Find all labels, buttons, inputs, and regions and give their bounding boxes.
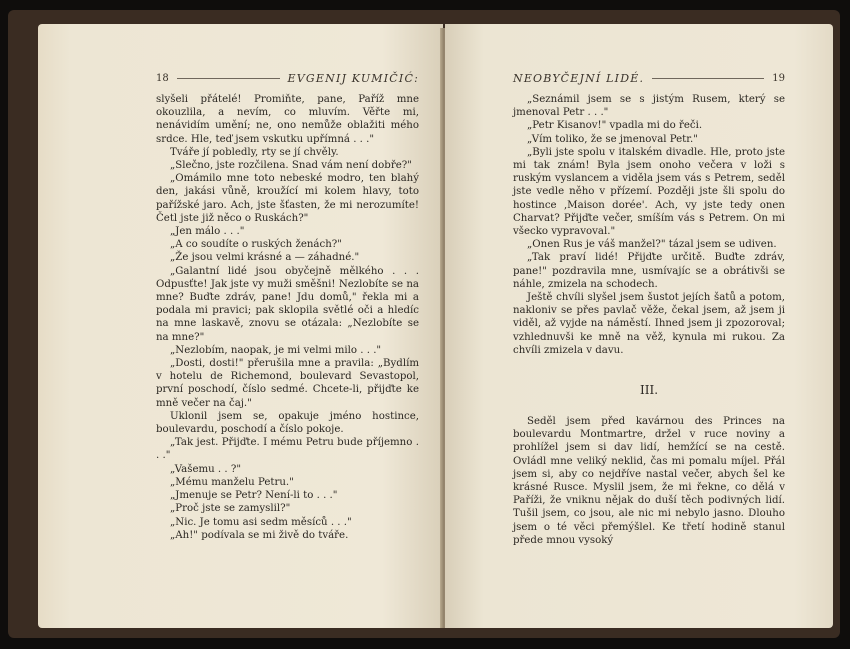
paragraph: Uklonil jsem se, opakuje jméno hostince, boulevardu, poschodí a číslo pokoje. xyxy=(156,410,419,436)
paragraph: „Tak jest. Přijďte. I mému Petru bude příjemno . . ." xyxy=(156,437,419,462)
paragraph: „Vašemu . . ?" xyxy=(170,463,242,475)
left-page-header xyxy=(156,72,419,85)
paragraph: „Mému manželu Petru." xyxy=(170,476,294,488)
paragraph: „Jmenuje se Petr? Není-li to . . ." xyxy=(170,490,338,502)
paragraph: „Seznámil jsem se s jistým Rusem, který se jmenoval Petr . . ." xyxy=(513,94,785,119)
paragraph: „Tak praví lidé! Přijďte určitě. Buďte zdráv, pane!" pozdravila mne, usmívajíc se a obrátivši se náhle, zmizela na schodech. xyxy=(513,252,785,290)
paragraph: Tváře jí pobledly, rty se jí chvěly. xyxy=(170,146,339,158)
paragraph: Seděl jsem před kavárnou des Princes na boulevardu Montmartre, držel v ruce noviny a prohlížel jsem si dav lidí, hemžící se na cestě. Ovládl mne veliký neklid, čas mi pomalu míjel. Přál jsem si, aby co nejdříve nastal večer, abych šel ke krásné Rusce. Myslil jsem, že mi řekne, co dělá v Paříži, že vniknu nějak do duší těch podivných lidí. Tušil jsem, co jsou, ale nic mi nebylo jasno. Dlouho jsem o té věci přemýšlel. Ke třetí hodině stanul přede mnou vysoký xyxy=(513,416,785,546)
left-page-number: 18 xyxy=(156,73,169,84)
right-running-head: NEOBYČEJNÍ LIDÉ. xyxy=(513,72,645,85)
paragraph: „Ah!" podívala se mi živě do tváře. xyxy=(170,529,349,541)
right-page-number: 19 xyxy=(772,73,785,84)
right-page-text xyxy=(513,93,785,547)
paragraph: Ještě chvíli slyšel jsem šustot jejích šatů a potom, nakloniv se přes pavlač věže, čekal jsem, až jsem ji viděl, až vyjde na náměstí. Ihned jsem ji zpozoroval; vzhlednuvši ke mně na věž, kynula mi rukou. Za chvíli zmizela v davu. xyxy=(513,292,785,356)
paragraph: „Onen Rus je váš manžel?" tázal jsem se udiven. xyxy=(527,239,777,251)
header-rule xyxy=(177,78,280,79)
paragraph: „Nezlobím, naopak, je mi velmi milo . . ." xyxy=(170,344,382,356)
paragraph: „Petr Kisanov!" vpadla mi do řeči. xyxy=(527,120,703,132)
header-rule xyxy=(652,78,764,79)
paragraph: „Dosti, dosti!" přerušila mne a pravila: „Bydlím v hotelu de Richemond, boulevard Sevastopol, první poschodí, číslo sedmé. Chcete-li, přijďte ke mně večer na čaj." xyxy=(156,358,419,409)
left-page-text xyxy=(156,93,419,542)
left-running-head: EVGENIJ KUMIČIĆ: xyxy=(287,72,419,85)
right-page-header xyxy=(513,72,785,85)
paragraph: „A co soudíte o ruských ženách?" xyxy=(170,239,342,251)
paragraph: „Vím toliko, že se jmenoval Petr." xyxy=(527,133,698,145)
right-page xyxy=(445,24,833,628)
paragraph: „Galantní lidé jsou obyčejně mělkého . . . Odpusťte! Jak jste vy muži směšni! Nezlobíte se na mne? Buďte zdráv, pane! Jdu domů," řekla mi a podala mi pravici; pak sklopila světlé oči a hledíc na mne laskavě, znovu se otázala: „Nezlobíte se na mne?" xyxy=(156,265,419,343)
paragraph: slyšeli přátelé! Promiňte, pane, Paříž mne okouzlila, a nevím, co mluvím. Věřte mi, nenávidím umění; ne, ono nemůže oblažiti mého srdce. Hle, teď jsem vskutku upřímná . . ." xyxy=(156,94,419,145)
paragraph: „Byli jste spolu v italském divadle. Hle, proto jste mi tak znám! Byla jsem onoho večera v loži s ruským vyslancem a viděla jsem vás s Petrem, seděl jste vedle něho v přízemí. Později jste šli spolu do hostince ‚Maison dorée'. Ach, vy jste tedy onen Charvat? Přijďte večer, smíším vás s Petrem. On mi všecko vypravoval." xyxy=(513,146,785,238)
paragraph: „Slečno, jste rozčilena. Snad vám není dobře?" xyxy=(170,160,412,172)
left-page xyxy=(38,24,443,628)
open-book xyxy=(8,10,840,638)
paragraph: „Jen málo . . ." xyxy=(170,226,245,238)
paragraph: „Že jsou velmi krásné a — záhadné." xyxy=(170,252,360,264)
paragraph: „Nic. Je tomu asi sedm měsíců . . ." xyxy=(170,516,352,528)
paragraph: „Omámilo mne toto nebeské modro, ten blahý den, jakási vůně, kroužící mi kolem hlavy, toto pařížské jaro. Ach, jste šťasten, že mi nerozumíte! Četl jste již něco o Ruskách?" xyxy=(156,173,419,224)
paragraph: „Proč jste se zamyslil?" xyxy=(170,503,291,515)
section-number: III. xyxy=(639,383,659,398)
